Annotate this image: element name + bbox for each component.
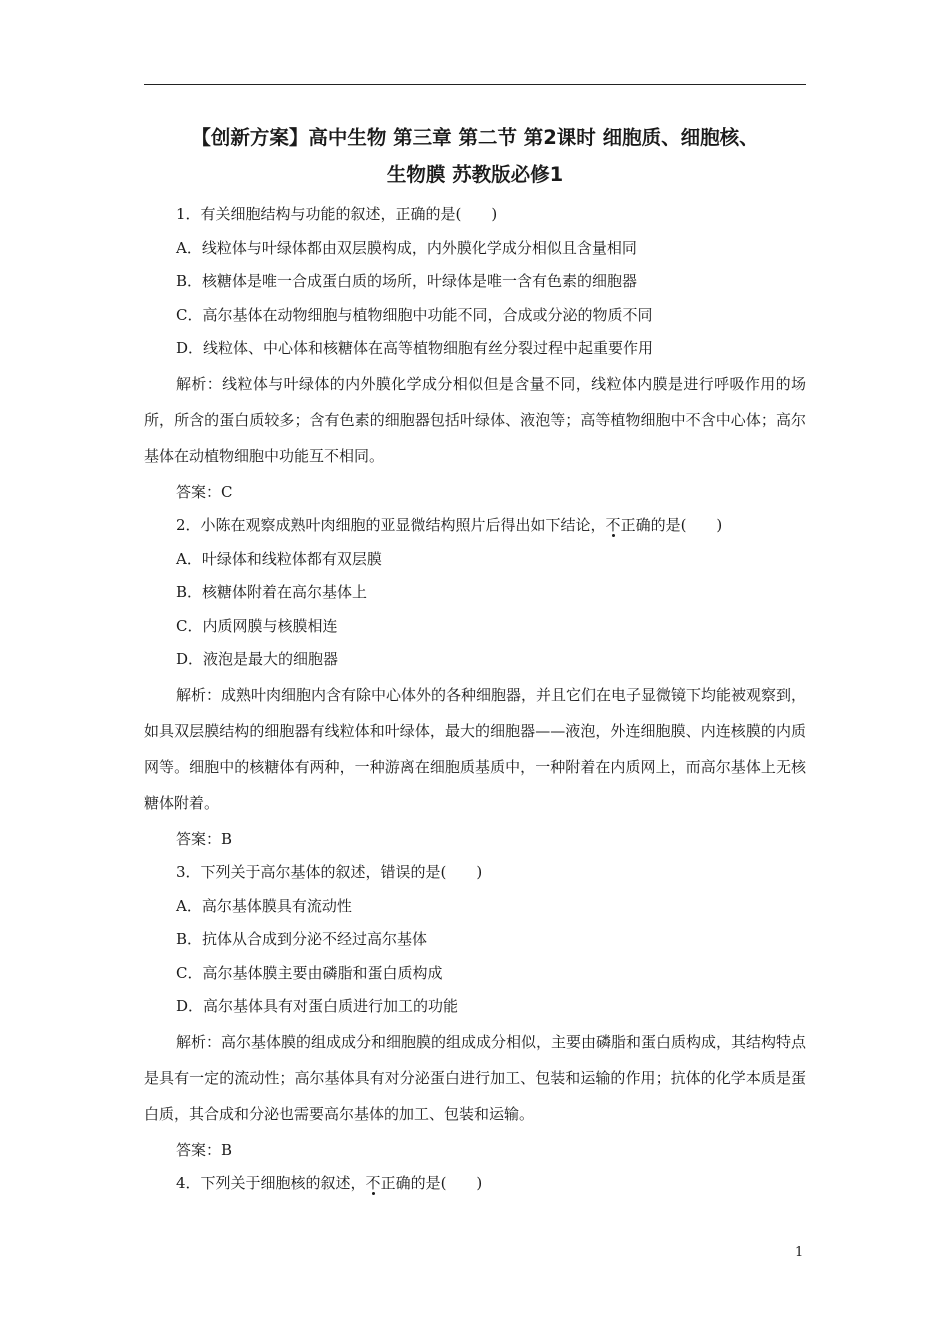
header-rule (144, 84, 806, 85)
page-number: 1 (795, 1245, 804, 1260)
q1-stem: 1．有关细胞结构与功能的叙述，正确的是( ) (176, 205, 498, 223)
title-line-1: 【创新方案】高中生物 第三章 第二节 第2课时 细胞质、细胞核、 (191, 126, 759, 149)
q3-option-d: D．高尔基体具有对蛋白质进行加工的功能 (176, 997, 459, 1015)
q2-stem-pre: 2．小陈在观察成熟叶肉细胞的亚显微结构照片后得出如下结论， (176, 516, 606, 534)
q3-analysis: 解析：高尔基体膜的组成成分和细胞膜的组成成分相似，主要由磷脂和蛋白质构成，其结构特点是具有一定的流动性；高尔基体具有对分泌蛋白进行加工、包装和运输的作用；抗体的化学本质是蛋白质，其合成和分泌也需要高尔基体的加工、包装和运输。 (144, 1032, 807, 1123)
title-line-2: 生物膜 苏教版必修1 (386, 163, 564, 186)
q1-option-c: C．高尔基体在动物细胞与植物细胞中功能不同，合成或分泌的物质不同 (176, 305, 653, 324)
q1-option-a: A．线粒体与叶绿体都由双层膜构成，内外膜化学成分相似且含量相同 (176, 238, 637, 257)
q4-stem-post: 正确的是( ) (380, 1174, 483, 1192)
q2-option-c: C．内质网膜与核膜相连 (176, 616, 338, 635)
document-body (144, 198, 806, 1201)
q3-answer: 答案：B (176, 1140, 233, 1159)
q2-option-b: B．核糖体附着在高尔基体上 (176, 583, 368, 601)
document-title (144, 119, 806, 193)
q2-stem-emphasis: 不 (605, 516, 621, 534)
q1-option-d: D．线粒体、中心体和核糖体在高等植物细胞有丝分裂过程中起重要作用 (176, 339, 654, 357)
q2-analysis: 解析：成熟叶肉细胞内含有除中心体外的各种细胞器，并且它们在电子显微镜下均能被观察到，如具双层膜结构的细胞器有线粒体和叶绿体，最大的细胞器——液泡，外连细胞膜、内连核膜的内质网等。细胞中的核糖体有两种，一种游离在细胞质基质中，一种附着在内质网上，而高尔基体上无核糖体附着。 (144, 685, 807, 812)
q4-stem-pre: 4．下列关于细胞核的叙述， (176, 1174, 366, 1192)
q4-stem (144, 1167, 806, 1201)
q2-stem-post: 正确的是( ) (620, 516, 723, 534)
q1-analysis: 解析：线粒体与叶绿体的内外膜化学成分相似但是含量不同，线粒体内膜是进行呼吸作用的场所，所含的蛋白质较多；含有色素的细胞器包括叶绿体、液泡等；高等植物细胞中不含中心体；高尔基体在动植物细胞中功能互不相同。 (144, 374, 806, 465)
q3-stem: 3．下列关于高尔基体的叙述，错误的是( ) (176, 863, 483, 881)
q1-answer: 答案：C (176, 482, 233, 501)
q3-option-b: B．抗体从合成到分泌不经过高尔基体 (176, 930, 428, 948)
q2-stem (144, 509, 806, 543)
q2-option-d: D．液泡是最大的细胞器 (176, 650, 339, 668)
q2-answer: 答案：B (176, 829, 233, 848)
q3-option-c: C．高尔基体膜主要由磷脂和蛋白质构成 (176, 963, 443, 982)
q3-option-a: A．高尔基体膜具有流动性 (176, 896, 352, 915)
q2-option-a: A．叶绿体和线粒体都有双层膜 (176, 549, 382, 568)
q1-option-b: B．核糖体是唯一合成蛋白质的场所，叶绿体是唯一含有色素的细胞器 (176, 272, 638, 290)
q4-stem-emphasis: 不 (365, 1174, 381, 1192)
